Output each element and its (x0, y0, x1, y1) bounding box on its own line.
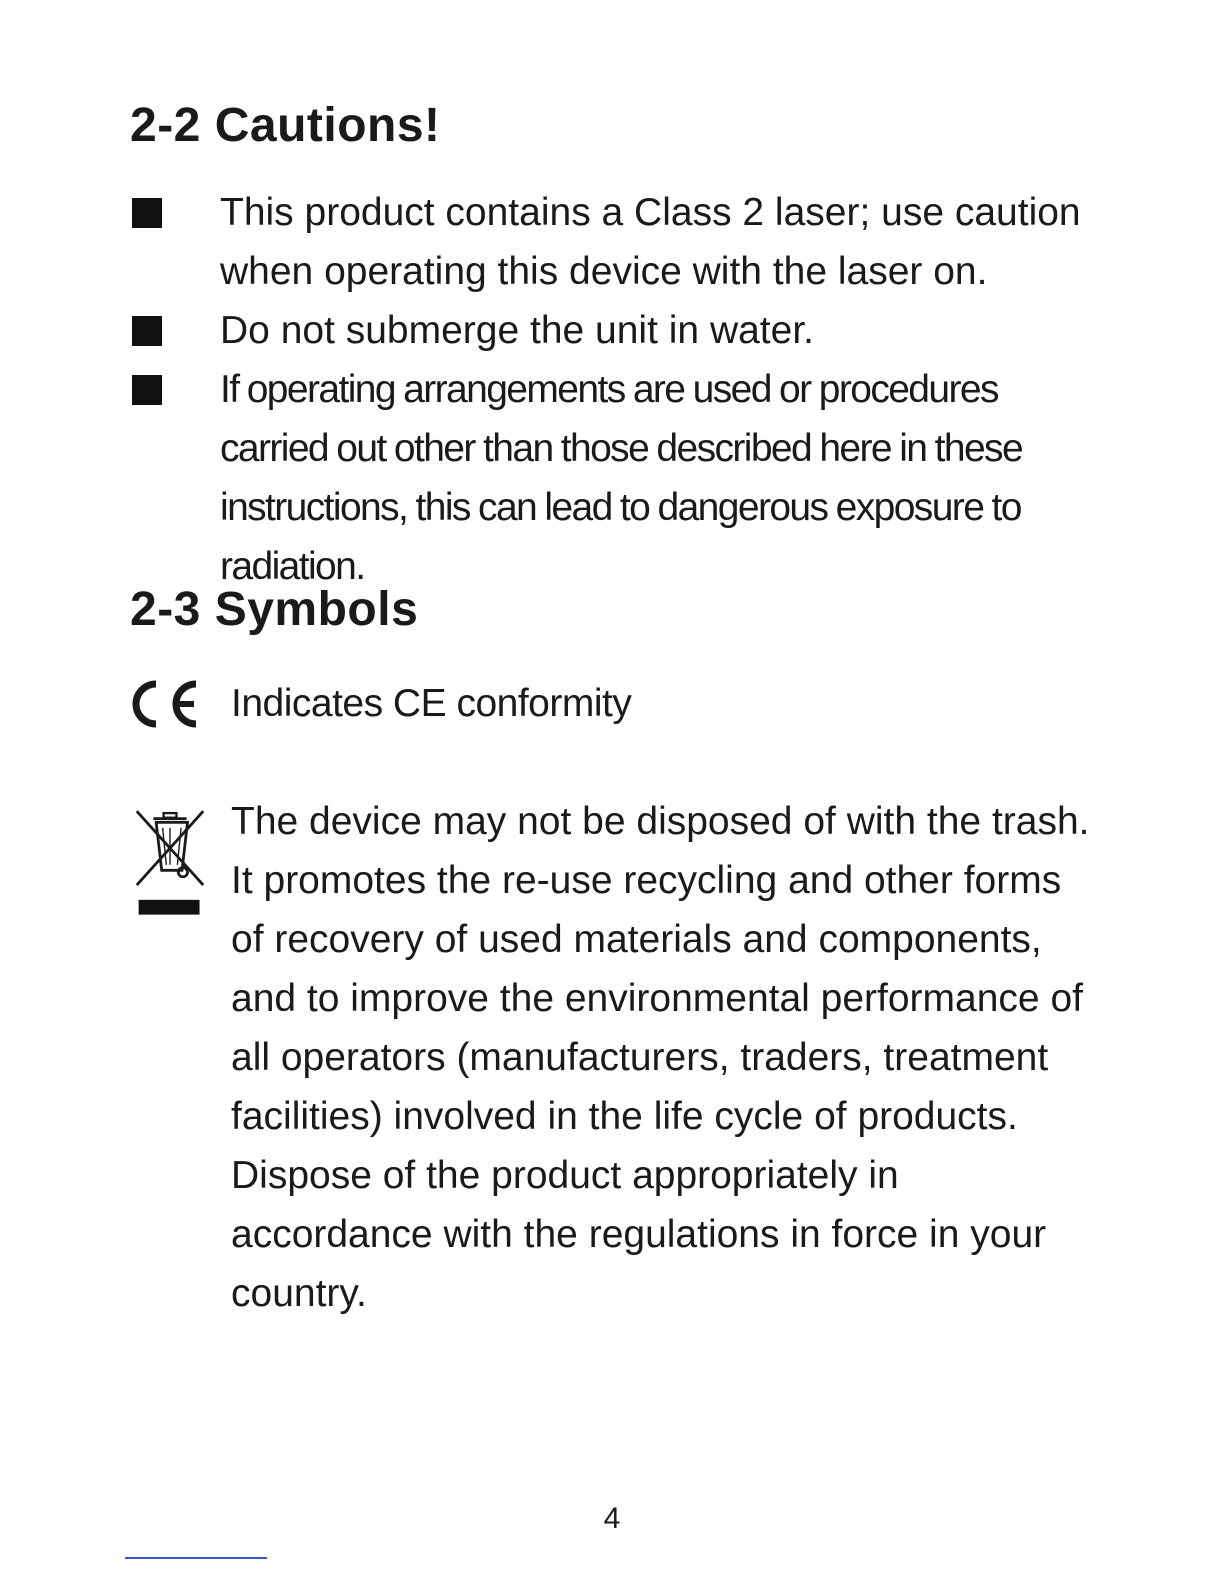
page-number: 4 (603, 1502, 621, 1535)
footer-rule (125, 1557, 267, 1559)
cautions-heading: 2-2 Cautions! (130, 99, 441, 152)
square-bullet-icon (132, 375, 162, 405)
caution-item-laser (130, 183, 1090, 301)
square-bullet-icon (132, 316, 162, 346)
crossed-out-wheelie-bin-icon (130, 802, 210, 922)
ce-mark-icon (130, 680, 200, 728)
caution-text: This product contains a Class 2 laser; use caution when operating this device with the laser on. (220, 191, 1081, 293)
weee-paragraph-2: Dispose of the product appropriately in accordance with the regulations in force in your country. (231, 1154, 1047, 1315)
caution-text: If operating arrangements are used or procedures carried out other than those described here in these instructions, this can lead to dangerous exposure to radiation. (220, 368, 1023, 588)
caution-text: Do not submerge the unit in water. (220, 309, 815, 352)
square-bullet-icon (132, 198, 162, 228)
weee-paragraph-1: The device may not be disposed of with the trash. It promotes the re-use recycling and other forms of recovery of used materials and components, and to improve the environmental performance of all operators (manufacturers, traders, treatment facilities) involved in the life cycle of products. (231, 800, 1090, 1138)
weee-description (231, 792, 1091, 1323)
symbols-heading: 2-3 Symbols (130, 583, 419, 636)
caution-item-water (130, 301, 1090, 360)
ce-description: Indicates CE conformity (231, 682, 632, 725)
cautions-list (130, 183, 1090, 596)
caution-item-radiation (130, 360, 1090, 596)
